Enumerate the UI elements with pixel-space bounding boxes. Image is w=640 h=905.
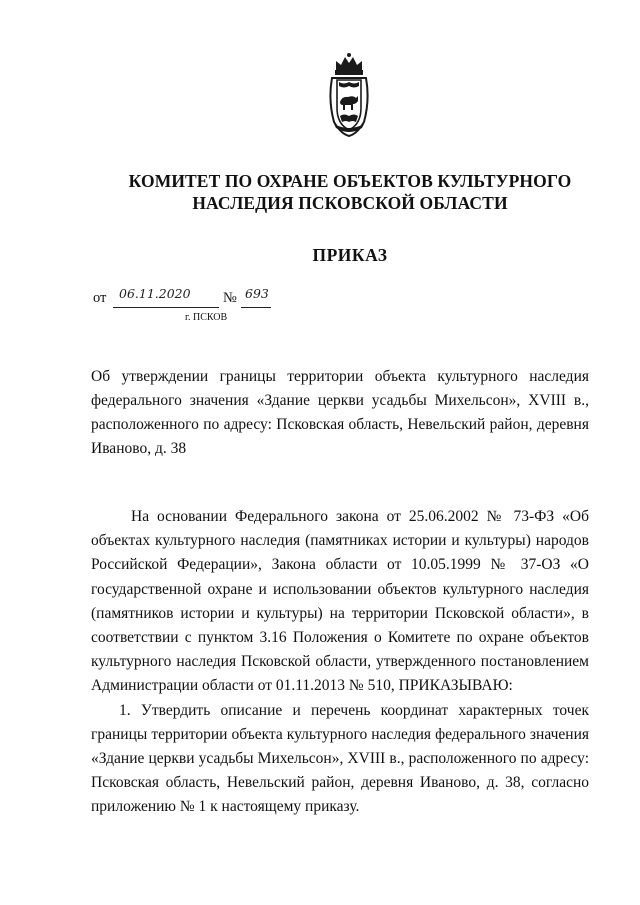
number-underline [241,307,271,308]
document-subject: Об утверждении границы территории объекта культурного наследия федерального значения «Здание церкви усадьбы Михельсон», XVIII в., расположенного по адресу: Псковская область, Невельский район, деревня Иваново, д. 38 [91,368,589,457]
document-body [91,505,589,820]
date-underline [113,307,219,308]
coat-of-arms-icon [326,52,372,138]
document-type: ПРИКАЗ [312,245,388,265]
organization-title-line-2: НАСЛЕДИЯ ПСКОВСКОЙ ОБЛАСТИ [192,193,508,213]
date-prefix: от [93,290,107,306]
organization-title [90,170,610,214]
order-item-1: 1. Утвердить описание и перечень координат характерных точек границы территории объекта культурного наследия федерального значения «Здание церкви усадьбы Михельсон», XVIII в., расположенного по адресу: Псковская область, Невельский район, деревня Иваново, д. 38, согласно приложению № 1 к настоящему приказу. [91,701,589,816]
date-handwritten: 06.11.2020 [119,286,191,301]
preamble-paragraph: На основании Федерального закона от 25.06.2002 № 73-ФЗ «Об объектах культурного наследия (памятниках истории и культуры) народов Российской Федерации», Закона области от 10.05.1999 № 37-ОЗ «О государственной охране и использовании объектов культурного наследия (памятников истории и культуры) на территории Псковской области», в соответствии с пунктом 3.16 Положения о Комитете по охране объектов культурного наследия Псковской области, утвержденного постановлением Администрации области от 01.11.2013 № 510, ПРИКАЗЫВАЮ: [91,508,589,695]
organization-title-line-1: КОМИТЕТ ПО ОХРАНЕ ОБЪЕКТОВ КУЛЬТУРНОГО [128,171,572,191]
number-handwritten: 693 [245,286,269,301]
number-prefix: № [223,290,237,306]
city-label: г. ПСКОВ [185,312,228,323]
